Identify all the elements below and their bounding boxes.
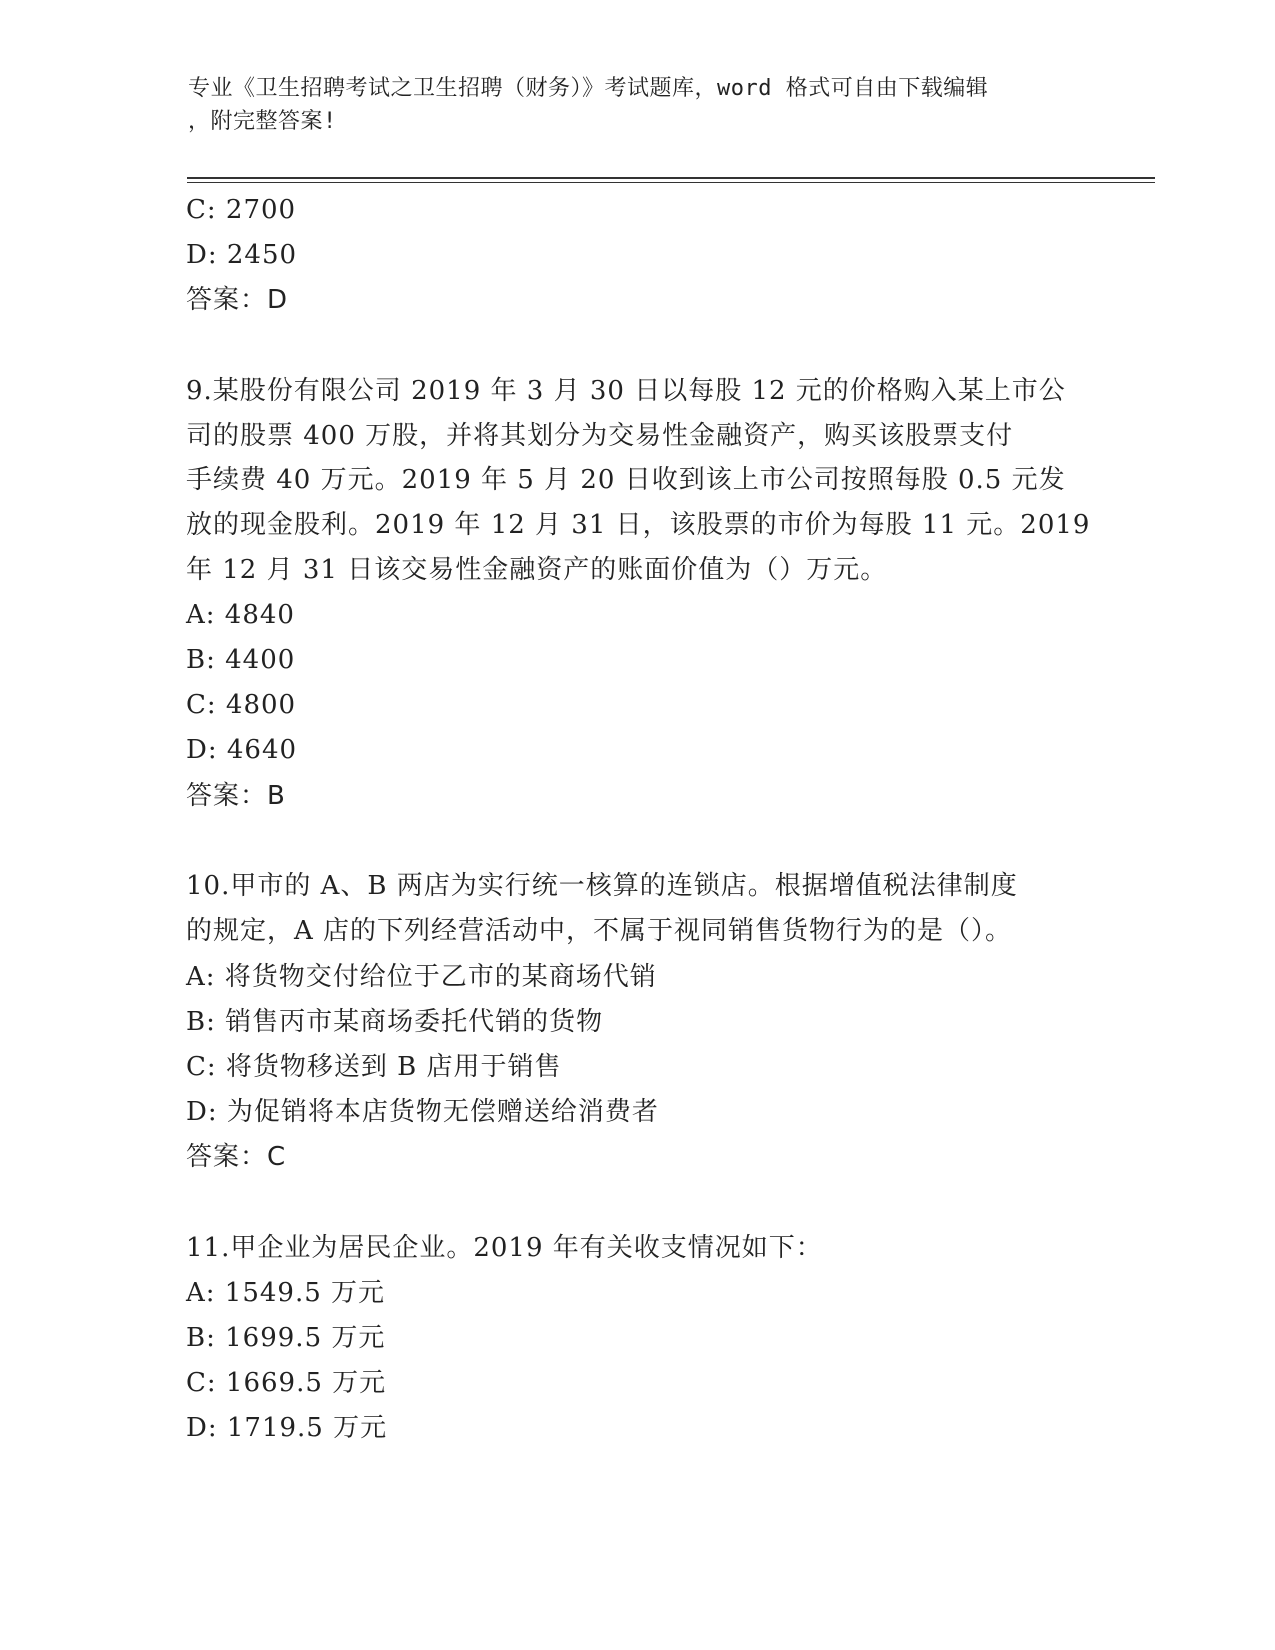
q11-stem-line: 11.甲企业为居民企业。2019 年有关收支情况如下： bbox=[186, 1233, 823, 1263]
document-header bbox=[188, 72, 1068, 138]
q9-option-b: B: 4400 bbox=[186, 645, 296, 675]
q8-option-c: C: 2700 bbox=[186, 195, 297, 225]
q11-option-c: C: 1669.5 万元 bbox=[186, 1368, 387, 1398]
q11-option-a: A: 1549.5 万元 bbox=[186, 1278, 386, 1308]
q10-stem-line: 10.甲市的 A、B 两店为实行统一核算的连锁店。根据增值税法律制度 bbox=[186, 871, 1018, 901]
q9-stem-line: 放的现金股利。2019 年 12 月 31 日，该股票的市价为每股 11 元。2019 bbox=[186, 510, 1091, 540]
q9-stem-line: 手续费 40 万元。2019 年 5 月 20 日收到该上市公司按照每股 0.5 元发 bbox=[186, 465, 1066, 495]
q10-option-c: C: 将货物移送到 B 店用于销售 bbox=[186, 1052, 562, 1082]
q9-option-a: A: 4840 bbox=[186, 600, 295, 630]
q9-option-d: D: 4640 bbox=[186, 735, 298, 765]
q10-option-d: D: 为促销将本店货物无偿赠送给消费者 bbox=[186, 1097, 659, 1127]
header-line-2: ，附完整答案! bbox=[188, 109, 337, 134]
q9-option-c: C: 4800 bbox=[186, 690, 297, 720]
q9-stem-line: 9.某股份有限公司 2019 年 3 月 30 日以每股 12 元的价格购入某上市公 bbox=[186, 376, 1066, 406]
q11-option-b: B: 1699.5 万元 bbox=[186, 1323, 386, 1353]
q8-option-d: D: 2450 bbox=[186, 240, 298, 270]
q10-answer: 答案：C bbox=[186, 1142, 287, 1172]
q9-stem-line: 司的股票 400 万股，并将其划分为交易性金融资产，购买该股票支付 bbox=[186, 421, 1014, 451]
header-divider-thick bbox=[187, 177, 1155, 179]
q10-option-a: A: 将货物交付给位于乙市的某商场代销 bbox=[186, 962, 657, 992]
header-divider-thin bbox=[187, 182, 1155, 183]
q10-option-b: B: 销售丙市某商场委托代销的货物 bbox=[186, 1007, 604, 1037]
header-line-1: 专业《卫生招聘考试之卫生招聘（财务）》考试题库，word 格式可自由下载编辑 bbox=[188, 76, 989, 101]
q11-option-d: D: 1719.5 万元 bbox=[186, 1413, 388, 1443]
q10-stem-line: 的规定，A 店的下列经营活动中，不属于视同销售货物行为的是（）。 bbox=[186, 916, 1013, 946]
q8-answer: 答案：D bbox=[186, 285, 289, 315]
q9-answer: 答案：B bbox=[186, 781, 286, 811]
q9-stem-line: 年 12 月 31 日该交易性金融资产的账面价值为（）万元。 bbox=[186, 555, 888, 585]
